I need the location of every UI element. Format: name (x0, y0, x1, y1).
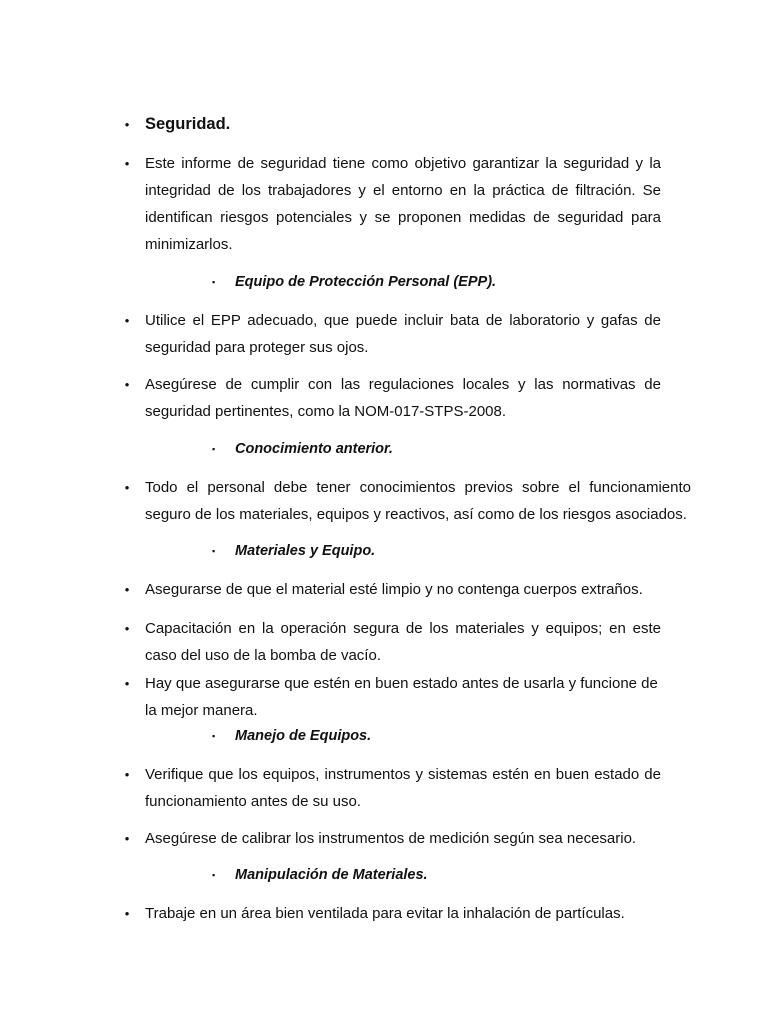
bullet-icon: • (124, 480, 130, 495)
bullet-icon: • (124, 676, 130, 691)
list-item: Asegúrese de calibrar los instrumentos de medición según sea necesario. (145, 830, 637, 847)
list-item: Trabaje en un área bien ventilada para evitar la inhalación de partículas. (145, 905, 625, 922)
list-item: Capacitación en la operación segura de los materiales y equipos; en este caso del uso de la bomba de vacío. (145, 620, 661, 664)
list-item: Hay que asegurarse que estén en buen estado antes de usarla y funcione de la mejor manera. (145, 675, 658, 719)
square-bullet-icon: ▪ (212, 870, 216, 880)
section-heading: Manipulación de Materiales. (235, 867, 428, 883)
section-heading: Equipo de Protección Personal (EPP). (235, 274, 497, 290)
list-item: Asegurarse de que el material esté limpio y no contenga cuerpos extraños. (145, 581, 643, 598)
list-item: Todo el personal debe tener conocimientos previos sobre el funcionamiento seguro de los materiales, equipos y reactivos, así como de los riesgos asociados. (145, 479, 691, 523)
bullet-icon: • (124, 582, 130, 597)
bullet-icon: • (124, 621, 130, 636)
bullet-icon: • (124, 313, 130, 328)
square-bullet-icon: ▪ (212, 546, 216, 556)
intro-paragraph: Este informe de seguridad tiene como objetivo garantizar la seguridad y la integridad de los trabajadores y el entorno en la práctica de filtración. Se identifican riesgos potenciales y se proponen medidas de seguridad para minimizarlos. (145, 155, 661, 253)
bullet-icon: • (124, 156, 130, 171)
list-item: Asegúrese de cumplir con las regulaciones locales y las normativas de seguridad pertinentes, como la NOM-017-STPS-2008. (145, 376, 661, 420)
list-item: Utilice el EPP adecuado, que puede incluir bata de laboratorio y gafas de seguridad para proteger sus ojos. (145, 312, 661, 356)
document-title: Seguridad. (145, 115, 231, 133)
section-heading: Materiales y Equipo. (235, 543, 376, 559)
bullet-icon: • (124, 831, 130, 846)
square-bullet-icon: ▪ (212, 277, 216, 287)
section-heading: Conocimiento anterior. (235, 441, 393, 457)
bullet-icon: • (124, 767, 130, 782)
bullet-icon: • (124, 117, 130, 132)
square-bullet-icon: ▪ (212, 444, 216, 454)
bullet-icon: • (124, 377, 130, 392)
list-item: Verifique que los equipos, instrumentos y sistemas estén en buen estado de funcionamiento antes de su uso. (145, 766, 661, 810)
bullet-icon: • (124, 906, 130, 921)
section-heading: Manejo de Equipos. (235, 728, 372, 744)
square-bullet-icon: ▪ (212, 731, 216, 741)
